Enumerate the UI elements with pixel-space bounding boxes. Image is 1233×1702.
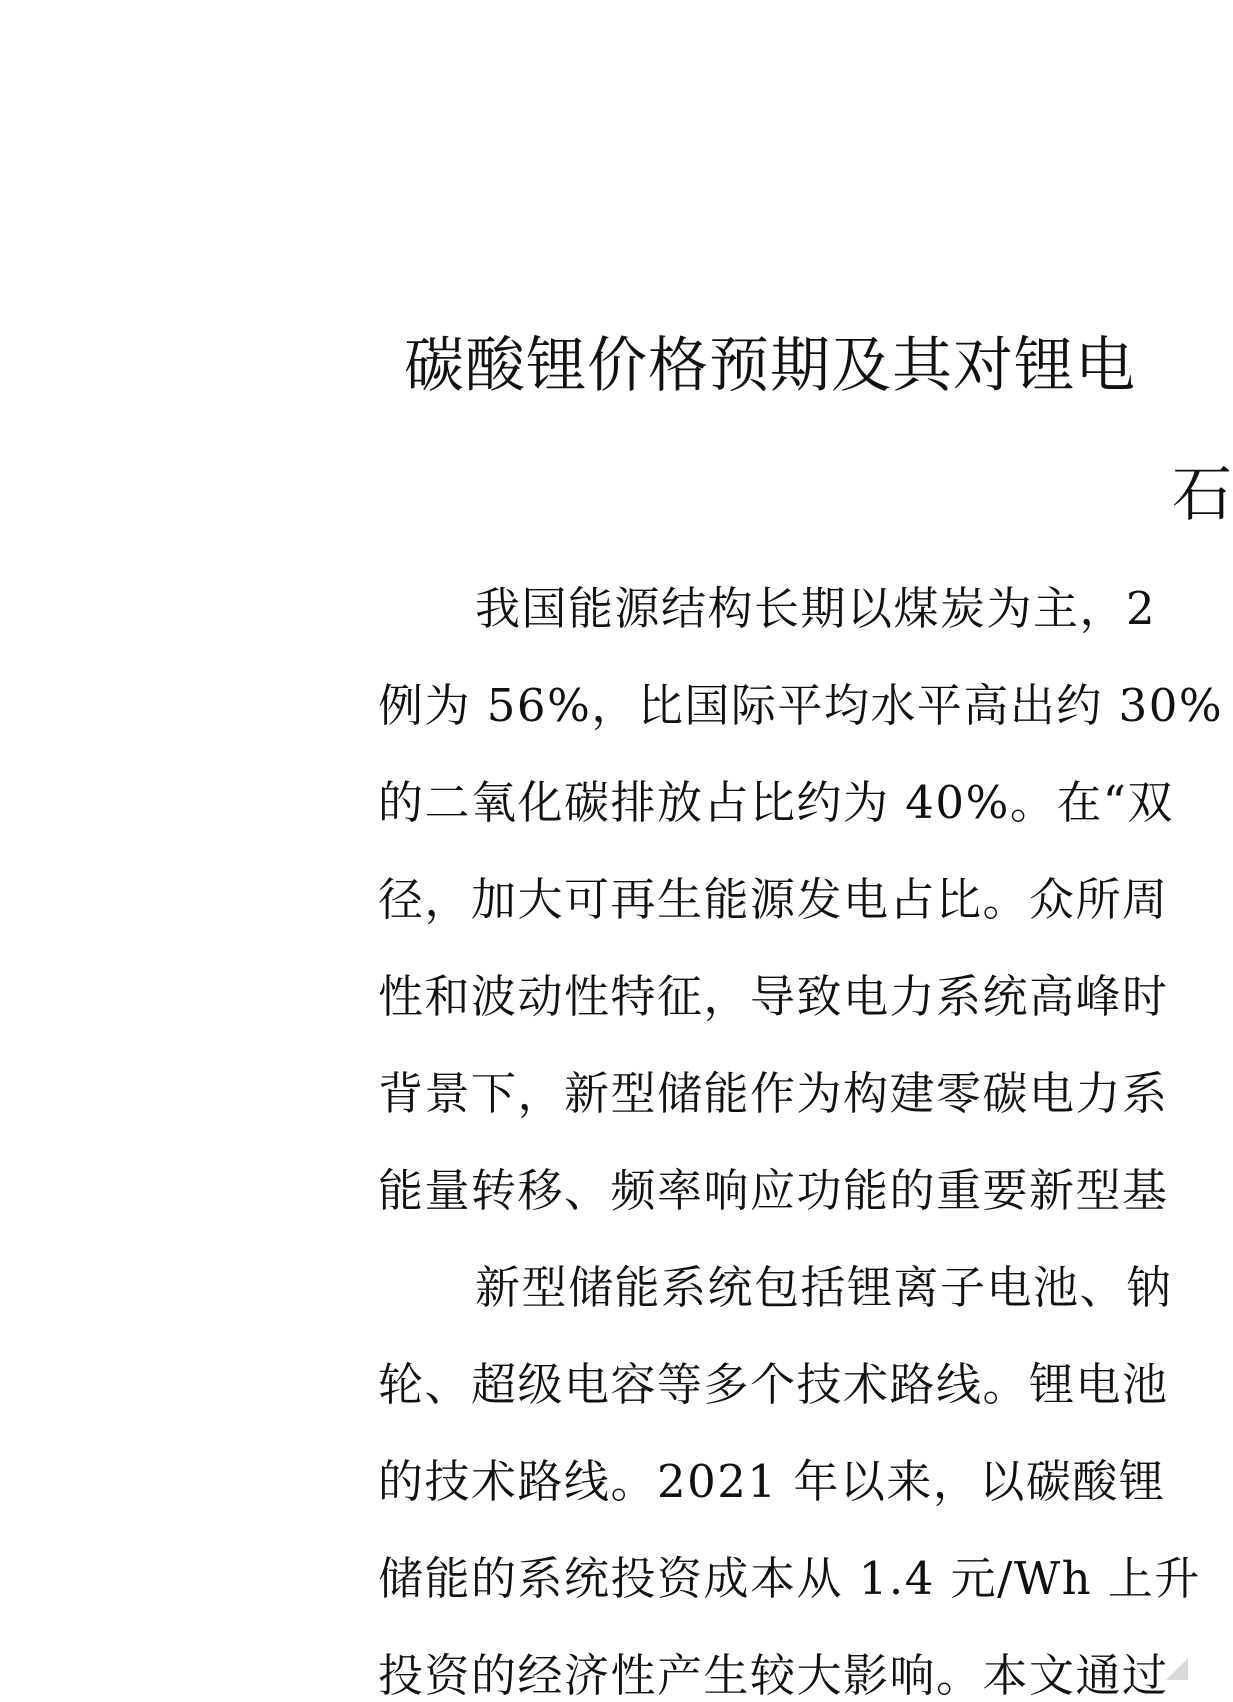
paragraph-1-line-1: 我国能源结构长期以煤炭为主，2 <box>475 582 1157 635</box>
paragraph-1-line-4: 径，加大可再生能源发电占比。众所周 <box>378 873 1169 926</box>
paragraph-1-line-7: 能量转移、频率响应功能的重要新型基 <box>378 1164 1169 1217</box>
paragraph-2-line-1: 新型储能系统包括锂离子电池、钠 <box>475 1261 1173 1314</box>
paragraph-2-line-3: 的技术路线。2021 年以来，以碳酸锂 <box>378 1455 1166 1508</box>
paragraph-1-line-2: 例为 56%，比国际平均水平高出约 30% <box>378 679 1224 732</box>
paragraph-2-line-2: 轮、超级电容等多个技术路线。锂电池 <box>378 1358 1169 1411</box>
paragraph-1-line-3: 的二氧化碳排放占比约为 40%。在“双 <box>378 776 1174 829</box>
paragraph-2-line-4: 储能的系统投资成本从 1.4 元/Wh 上升 <box>378 1552 1201 1605</box>
paragraph-2-line-5: 投资的经济性产生较大影响。本文通过 <box>378 1649 1169 1702</box>
paragraph-1-line-6: 背景下，新型储能作为构建零碳电力系 <box>378 1067 1169 1120</box>
paragraph-1-line-5: 性和波动性特征，导致电力系统高峰时 <box>378 970 1169 1023</box>
page-curl-corner <box>1166 1658 1188 1680</box>
document-title-line-1: 碳酸锂价格预期及其对锂电 <box>404 331 1136 401</box>
document-title-line-2: 石 <box>1172 460 1233 530</box>
